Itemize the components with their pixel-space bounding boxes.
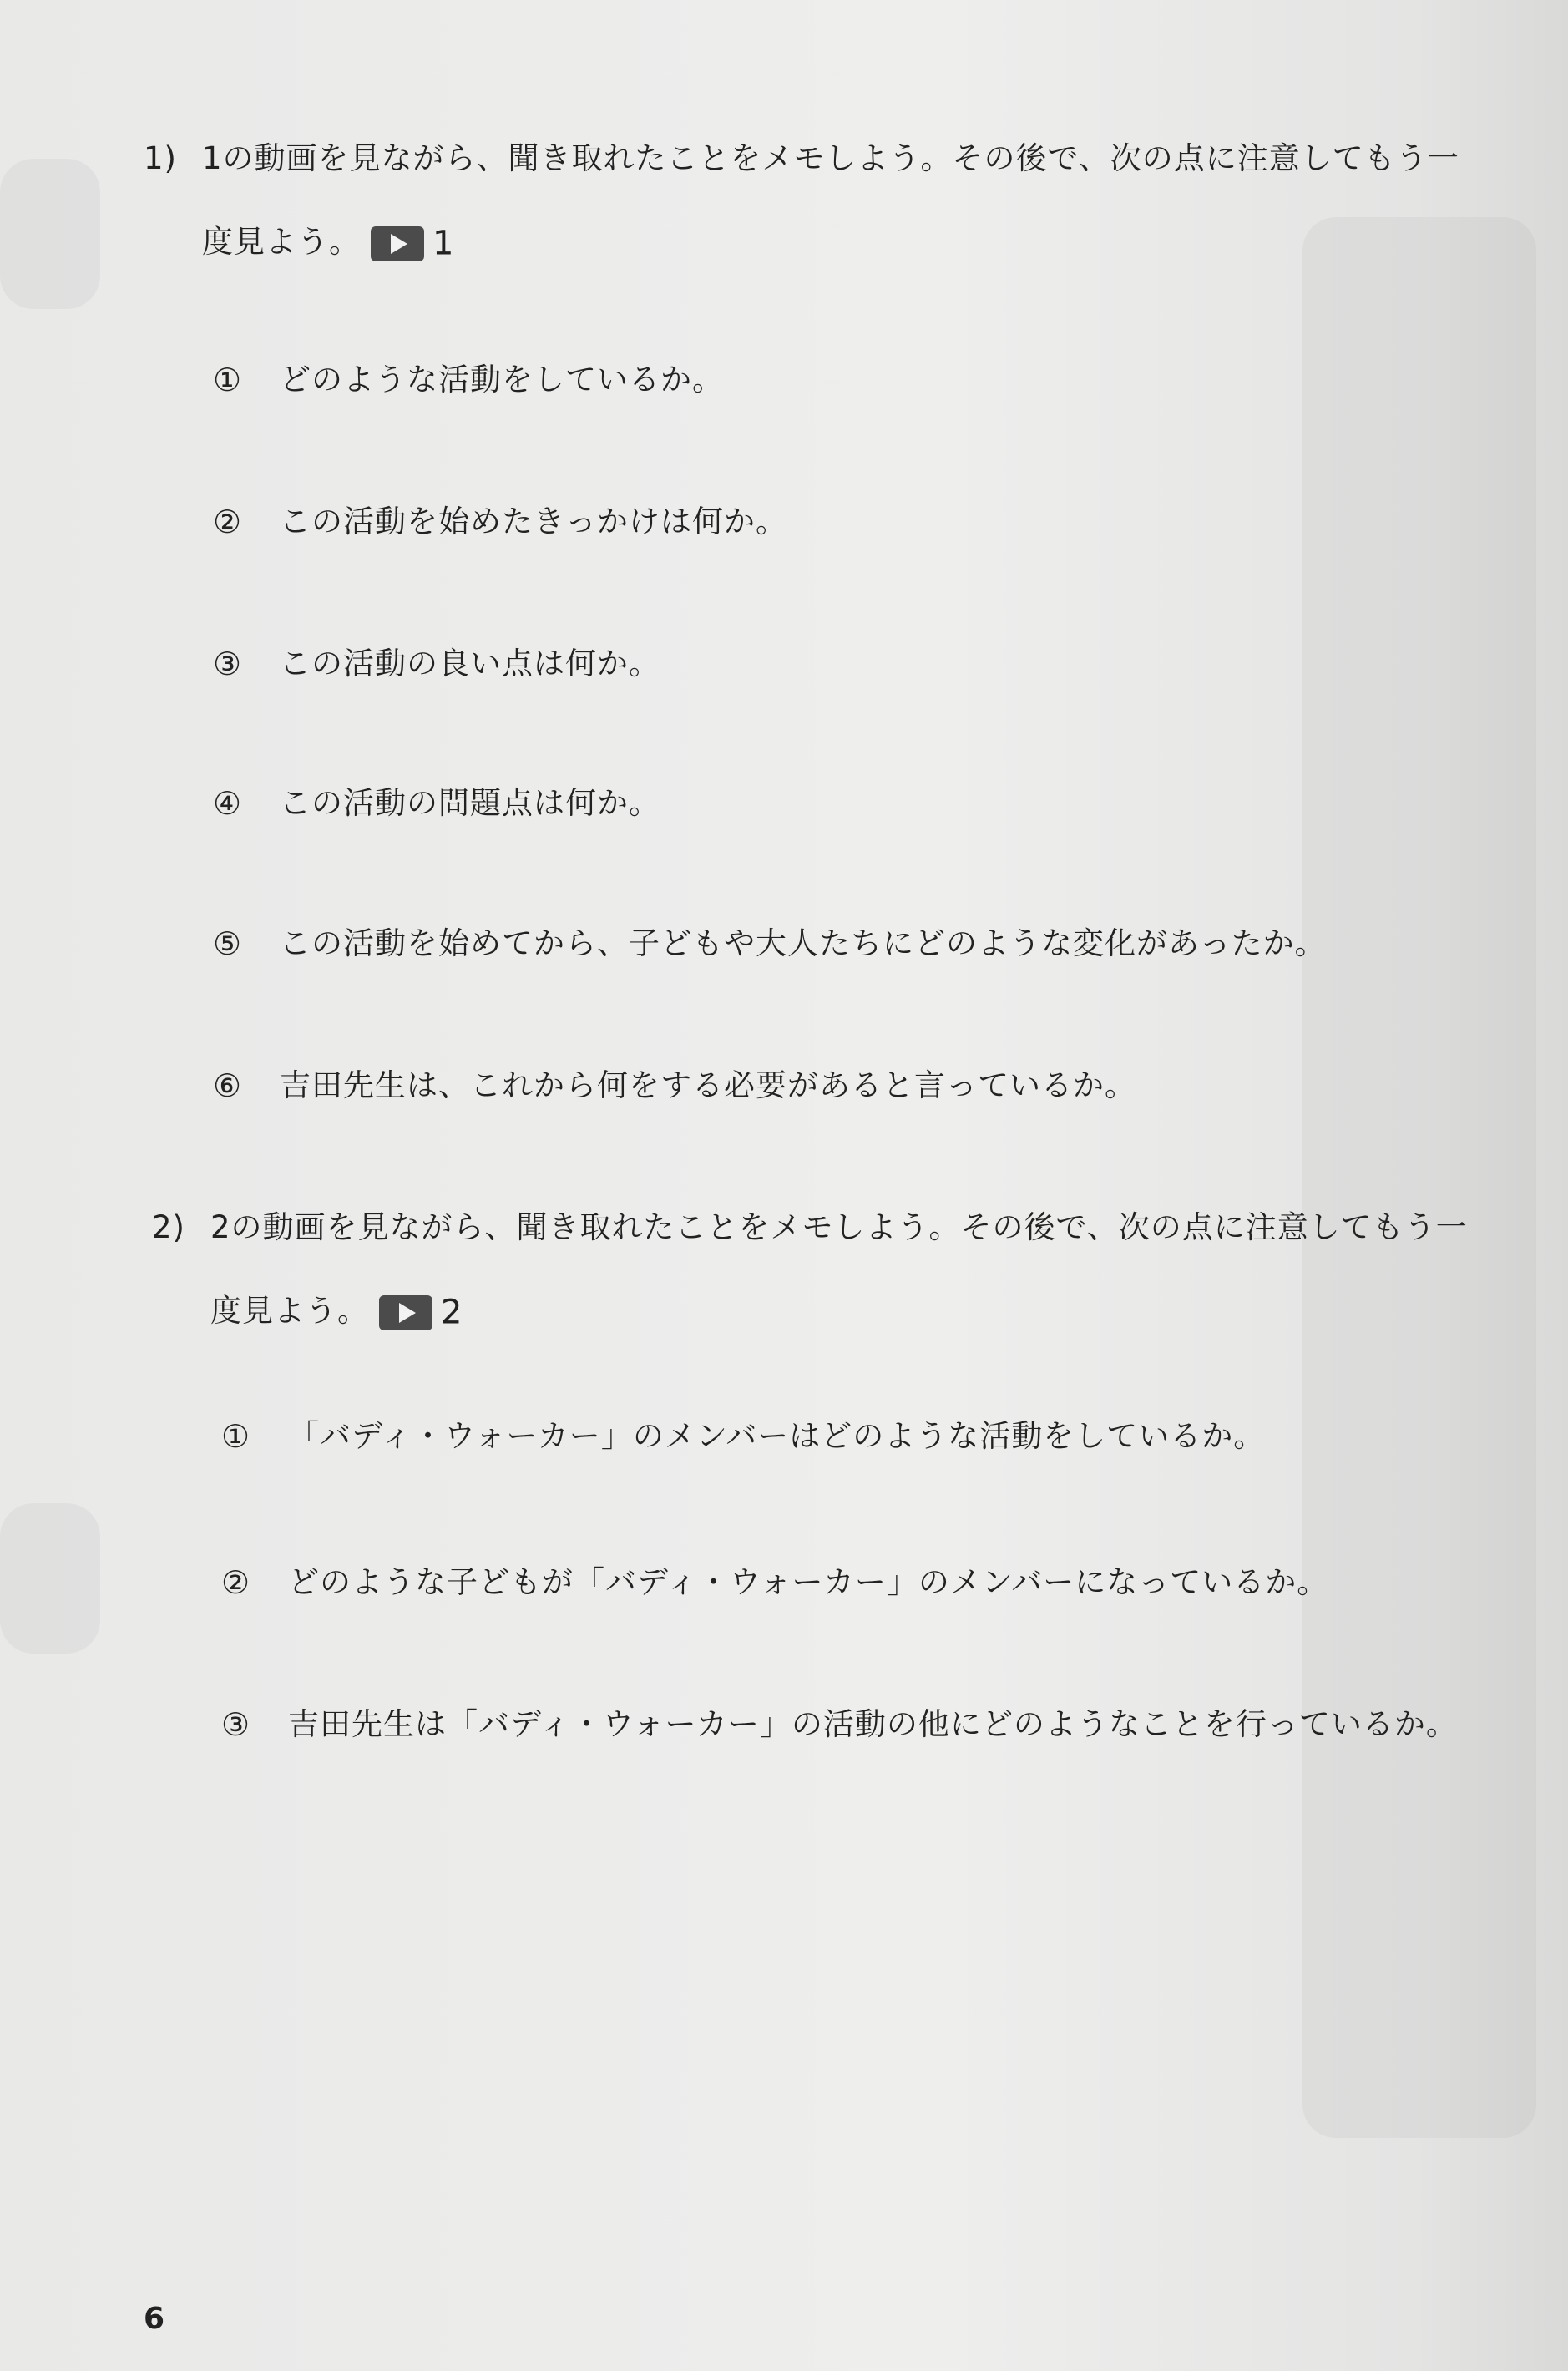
page-number: 6 [144, 2302, 165, 2336]
video-number: 2 [441, 1293, 463, 1332]
item-text: 「バディ・ウォーカー」のメンバーはどのような活動をしているか。 [288, 1418, 1266, 1454]
item-marker: ① [221, 1418, 251, 1455]
item-text: この活動を始めたきっかけは何か。 [280, 504, 787, 540]
item-text: 吉田先生は「バディ・ウォーカー」の活動の他にどのようなことを行っているか。 [288, 1706, 1458, 1742]
section-1-number: 1) [144, 140, 177, 176]
item-text: 吉田先生は、これから何をする必要があると言っているか。 [280, 1067, 1136, 1103]
item-marker: ④ [213, 785, 243, 822]
play-video-icon[interactable] [379, 1295, 432, 1330]
item-text: この活動の良い点は何か。 [280, 646, 660, 681]
item-marker: ③ [221, 1706, 251, 1743]
item-text: この活動を始めてから、子どもや大人たちにどのような変化があったか。 [280, 925, 1327, 961]
play-video-icon[interactable] [371, 226, 424, 261]
item-marker: ① [213, 362, 243, 398]
section-2-instruction [210, 1186, 1496, 1355]
item-marker: ② [213, 504, 243, 540]
item-marker: ② [221, 1564, 251, 1601]
section-2-number: 2) [152, 1209, 185, 1245]
video-number: 1 [432, 224, 455, 263]
show-through-shadow [0, 1503, 100, 1654]
item-text: どのような活動をしているか。 [280, 362, 724, 398]
item-marker: ⑥ [213, 1067, 243, 1104]
section-2-instruction-text: 2の動画を見ながら、聞き取れたことをメモしよう。その後で、次の点に注意してもう一度見よう。 [210, 1209, 1468, 1329]
item-marker: ③ [213, 646, 243, 682]
item-text: どのような子どもが「バディ・ウォーカー」のメンバーになっているか。 [288, 1564, 1329, 1600]
section-1-instruction [202, 117, 1488, 286]
item-marker: ⑤ [213, 925, 243, 962]
item-text: この活動の問題点は何か。 [280, 785, 660, 821]
show-through-shadow [0, 159, 100, 309]
section-1-instruction-text: 1の動画を見ながら、聞き取れたことをメモしよう。その後で、次の点に注意してもう一度見よう。 [202, 140, 1459, 260]
